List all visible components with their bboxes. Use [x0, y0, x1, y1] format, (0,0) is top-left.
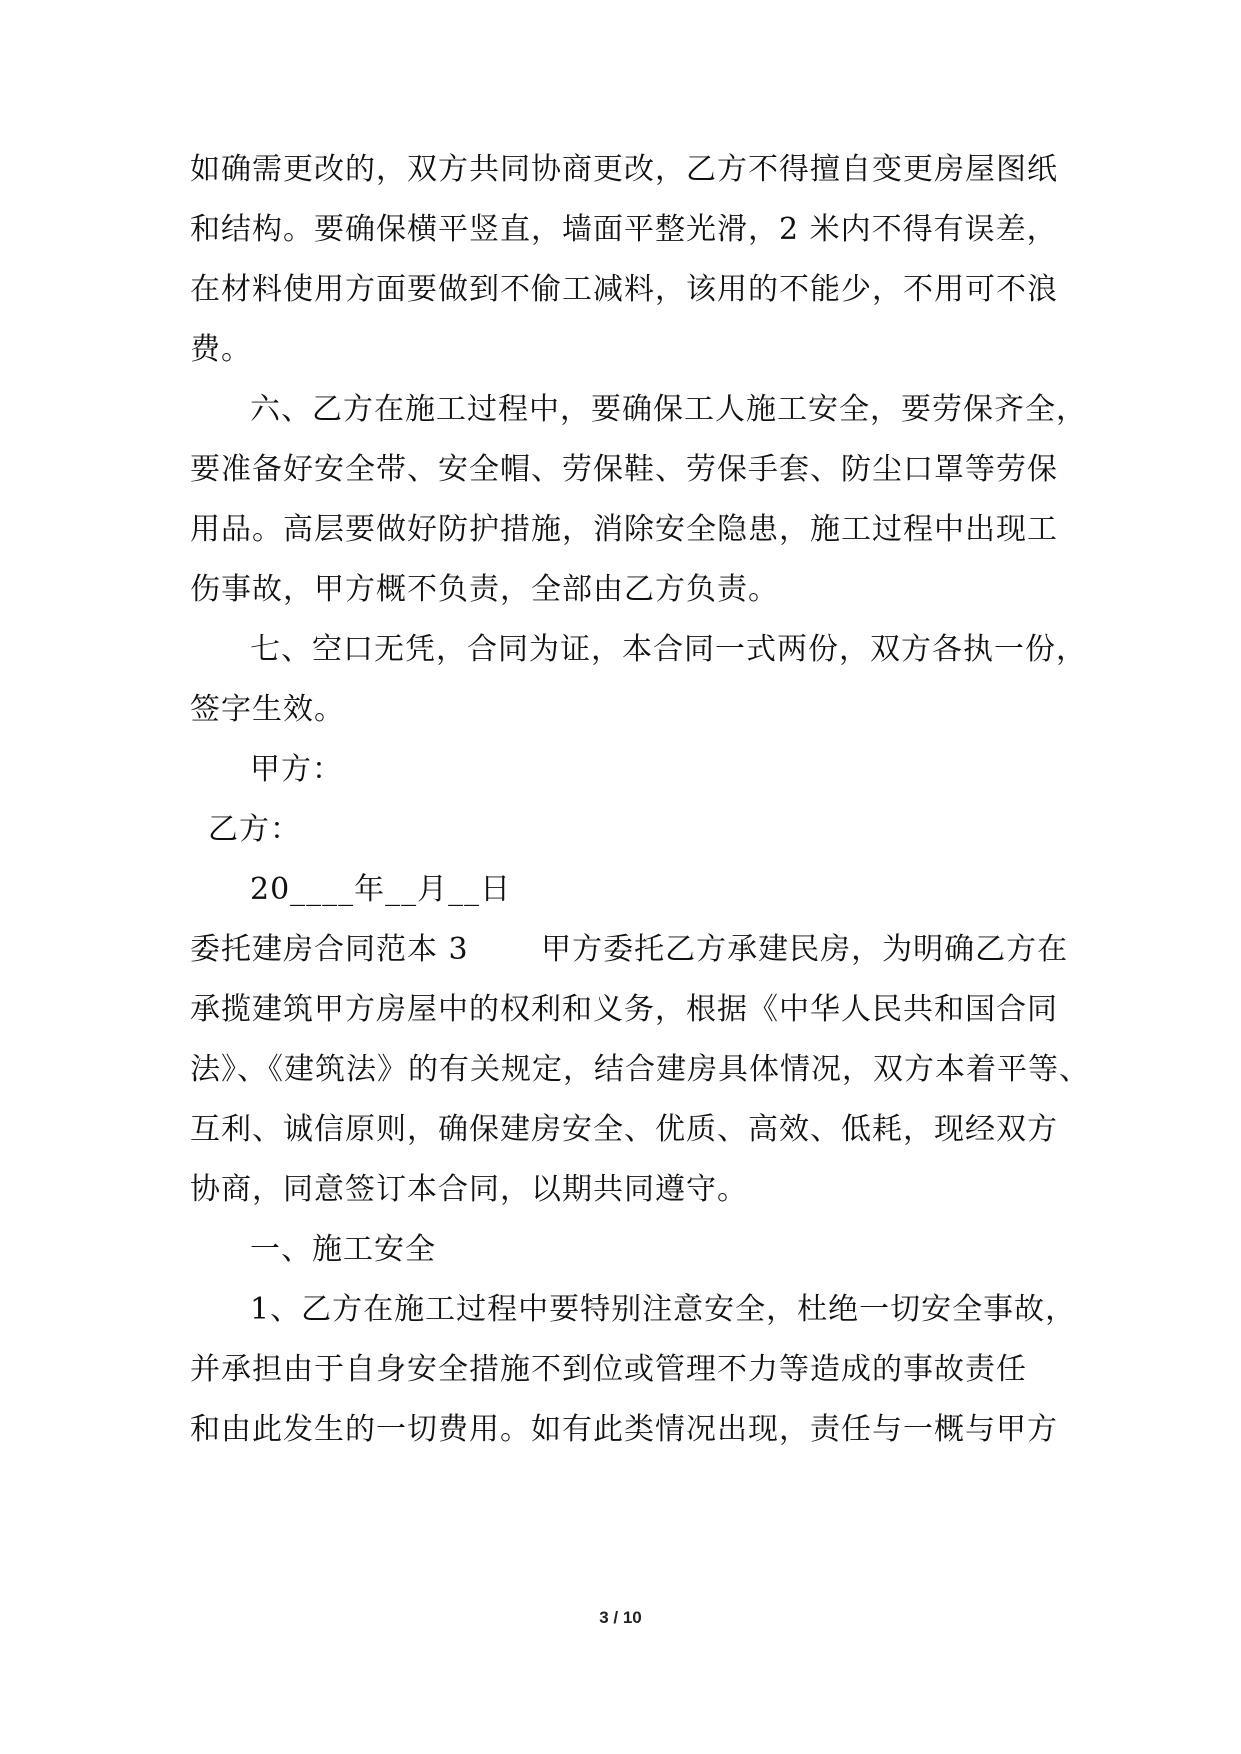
text-line: 用品。高层要做好防护措施，消除安全隐患，施工过程中出现工 — [190, 512, 1058, 547]
paragraph-start-six: 六、乙方在施工过程中，要确保工人施工安全，要劳保齐全， — [250, 392, 1087, 427]
text-line: 法》、《建筑法》的有关规定，结合建房具体情况，双方本着平等、 — [190, 1052, 1090, 1087]
text-line: 和由此发生的一切费用。如有此类情况出现，责任与一概与甲方 — [190, 1412, 1058, 1447]
paragraph-start-seven: 七、空口无凭，合同为证，本合同一式两份，双方各执一份， — [250, 632, 1087, 667]
text-line: 伤事故，甲方概不负责，全部由乙方负责。 — [190, 572, 779, 607]
section-heading: 一、施工安全 — [250, 1232, 436, 1267]
text-line: 协商，同意签订本合同，以期共同遵守。 — [190, 1172, 748, 1207]
text-line: 和结构。要确保横平竖直，墙面平整光滑，2 米内不得有误差， — [190, 212, 1058, 247]
text-line: 费。 — [190, 332, 252, 367]
text-line: 要准备好安全带、安全帽、劳保鞋、劳保手套、防尘口罩等劳保 — [190, 452, 1058, 487]
text-line: 签字生效。 — [190, 692, 345, 727]
date-line: 20____年__月__日 — [250, 872, 512, 907]
party-b-label: 乙方： — [208, 812, 301, 847]
text-line: 互利、诚信原则，确保建房安全、优质、高效、低耗，现经双方 — [190, 1112, 1058, 1147]
text-line: 并承担由于自身安全措施不到位或管理不力等造成的事故责任 — [190, 1352, 1027, 1387]
clause-start: 1、乙方在施工过程中要特别注意安全，杜绝一切安全事故， — [250, 1292, 1077, 1327]
party-a-label: 甲方： — [250, 752, 343, 787]
text-line: 在材料使用方面要做到不偷工减料，该用的不能少，不用可不浪 — [190, 272, 1058, 307]
contract-title-line: 委托建房合同范本 3 甲方委托乙方承建民房，为明确乙方在 — [190, 932, 1069, 967]
text-line: 如确需更改的，双方共同协商更改，乙方不得擅自变更房屋图纸 — [190, 152, 1058, 187]
text-line: 承揽建筑甲方房屋中的权利和义务，根据《中华人民共和国合同 — [190, 992, 1058, 1027]
page-number: 3 / 10 — [599, 1608, 642, 1627]
